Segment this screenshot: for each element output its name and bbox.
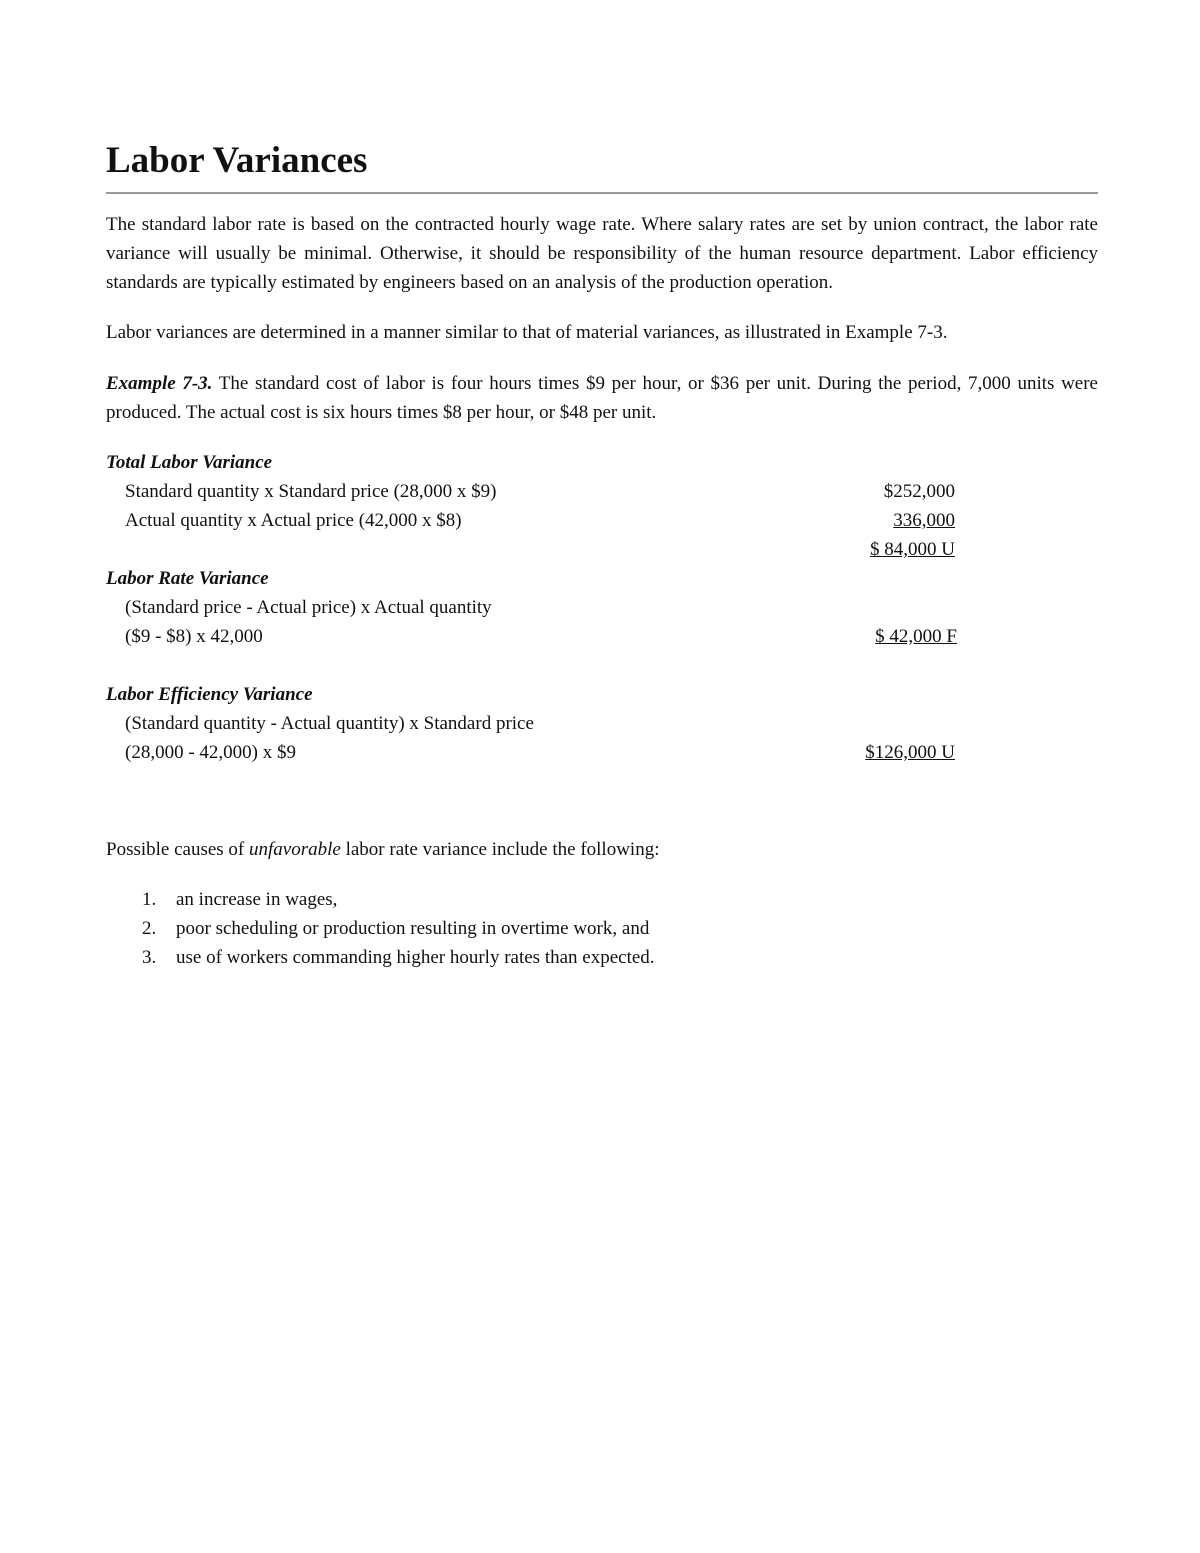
calc-row-amount: 336,000	[893, 510, 955, 531]
calc-row-label: ($9 - $8) x 42,000	[125, 626, 263, 647]
calc-row-amount: $252,000	[883, 481, 955, 502]
document-page	[106, 140, 1098, 972]
list-item-number: 2.	[142, 918, 157, 939]
title-divider	[106, 192, 1098, 194]
labor-efficiency-variance-section	[106, 680, 1098, 767]
calc-row-label: Actual quantity x Actual price (42,000 x $8)	[125, 510, 462, 531]
formula-text: (Standard quantity - Actual quantity) x Standard price	[125, 713, 534, 734]
causes-intro-after: labor rate variance include the following:	[340, 839, 660, 860]
efficiency-variance-amount: $126,000 U	[865, 742, 955, 763]
causes-intro-emphasis: unfavorable	[249, 839, 341, 860]
calc-row-label: (28,000 - 42,000) x $9	[125, 742, 296, 763]
example-text: The standard cost of labor is four hours times $9 per hour, or $36 per unit. During the period, 7,000 units were produced. The actual cost is six hours times $8 per hour, or $48 per unit.	[106, 373, 1098, 423]
example-label: Example 7-3.	[106, 373, 213, 394]
list-item	[106, 885, 1098, 914]
list-item	[106, 914, 1098, 943]
calc-row	[106, 738, 1098, 767]
calc-row	[106, 506, 1098, 535]
causes-list	[106, 885, 1098, 972]
section-title-rate: Labor Rate Variance	[106, 568, 269, 589]
method-paragraph: Labor variances are determined in a manner similar to that of material variances, as illustrated in Example 7-3.	[106, 322, 948, 343]
list-item-text: an increase in wages,	[176, 889, 338, 910]
causes-intro	[106, 835, 1098, 864]
calc-row-label: Standard quantity x Standard price (28,000 x $9)	[125, 481, 497, 502]
formula-row	[106, 593, 1098, 622]
total-labor-variance-section	[106, 448, 1098, 564]
calc-row-total	[106, 535, 1098, 564]
example-paragraph	[106, 369, 1098, 427]
list-item-number: 1.	[142, 889, 157, 910]
page-title: Labor Variances	[106, 140, 368, 181]
list-item-number: 3.	[142, 947, 157, 968]
rate-variance-amount: $ 42,000 F	[875, 626, 957, 647]
labor-rate-variance-section	[106, 564, 1098, 651]
calc-row	[106, 622, 1098, 651]
calc-row	[106, 477, 1098, 506]
section-title-total: Total Labor Variance	[106, 452, 273, 473]
total-variance-amount: $ 84,000 U	[870, 539, 955, 560]
list-item-text: poor scheduling or production resulting in overtime work, and	[176, 918, 650, 939]
formula-text: (Standard price - Actual price) x Actual quantity	[125, 597, 492, 618]
list-item-text: use of workers commanding higher hourly rates than expected.	[176, 947, 655, 968]
section-title-efficiency: Labor Efficiency Variance	[106, 684, 313, 705]
formula-row	[106, 709, 1098, 738]
list-item	[106, 943, 1098, 972]
intro-paragraph: The standard labor rate is based on the contracted hourly wage rate. Where salary rates are set by union contract, the labor rate variance will usually be minimal. Otherwise, it should be responsibility of the human resource department. Labor efficiency standards are typically estimated by engineers based on an analysis of the production operation.	[106, 214, 1098, 293]
causes-intro-before: Possible causes of	[106, 839, 250, 860]
